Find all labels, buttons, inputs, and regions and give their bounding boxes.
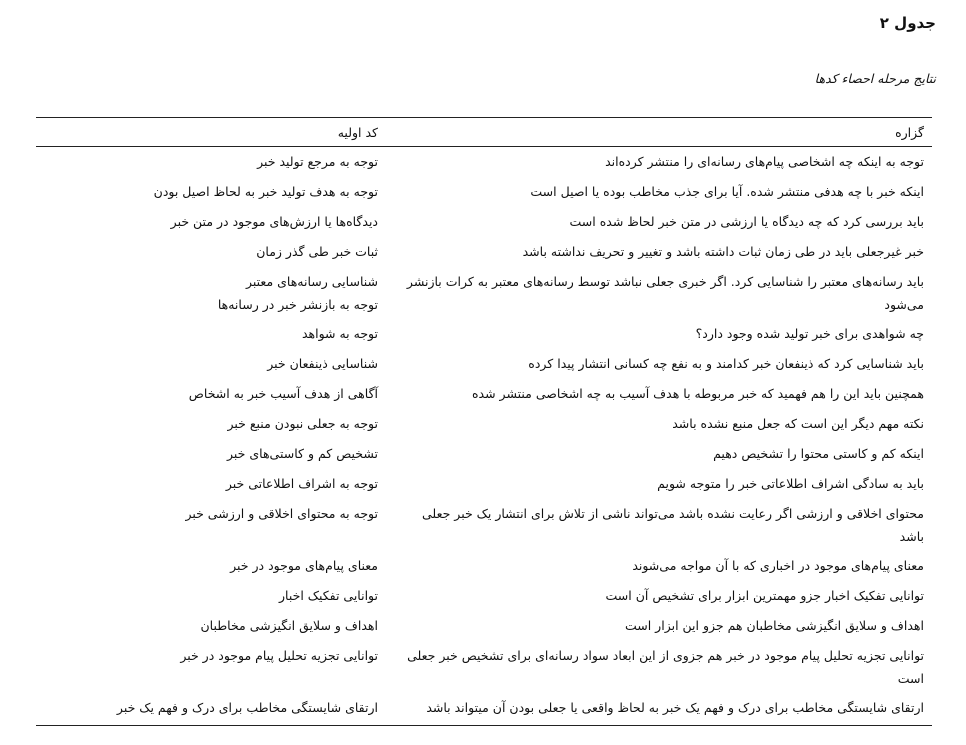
- statement-cell: توانایی تجزیه تحلیل پیام موجود در خبر هم جزوی از این ابعاد سواد رسانه‌ای برای تشخیص خبر جعلی است: [407, 648, 924, 686]
- code-cell: ارتقای شایستگی مخاطب برای درک و فهم یک خبر: [36, 690, 386, 726]
- table-row: [36, 436, 932, 466]
- statement-cell: نکته مهم دیگر این است که جعل منبع نشده باشد: [672, 416, 924, 431]
- code-cell: دیدگاه‌ها یا ارزش‌های موجود در متن خبر: [170, 214, 378, 229]
- code-cell: آگاهی از هدف آسیب خبر به اشخاص: [188, 386, 378, 401]
- statement-cell: باید شناسایی کرد که ذینفعان خبر کدامند و به نفع چه کسانی انتشار پیدا کرده: [528, 356, 924, 371]
- statement-cell: باید بررسی کرد که چه دیدگاه یا ارزشی در متن خبر لحاظ شده است: [569, 214, 924, 229]
- code-cell: معنای پیام‌های موجود در خبر: [230, 558, 378, 573]
- table-caption: نتایج مرحله احصاء کدها: [814, 71, 936, 86]
- code-cell: تشخیص کم و کاستی‌های خبر: [227, 446, 378, 461]
- statement-cell: توانایی تفکیک اخبار جزو مهمترین ابزار برای تشخیص آن است: [605, 588, 924, 603]
- initial-code-column-header: کد اولیه: [36, 118, 386, 147]
- table-heading: جدول ۲: [879, 14, 936, 32]
- code-cell: توجه به مرجع تولید خبر: [257, 154, 378, 169]
- table-row: [36, 466, 932, 496]
- statement-cell: محتوای اخلاقی و ارزشی اگر رعایت نشده باشد می‌تواند ناشی از تلاش برای انتشار یک خبر جعلی باشد: [422, 506, 924, 544]
- table-header-row: [36, 118, 932, 147]
- code-cell: اهداف و سلایق انگیزشی مخاطبان: [200, 618, 378, 633]
- table-row: [36, 316, 932, 346]
- code-line: توجه به بازنشر خبر در رسانه‌ها: [217, 297, 378, 312]
- code-cell: توجه به اشراف اطلاعاتی خبر: [225, 476, 378, 491]
- code-cell: توانایی تفکیک اخبار: [278, 588, 378, 603]
- table-row: [36, 496, 932, 548]
- table-row: [36, 548, 932, 578]
- code-line: شناسایی رسانه‌های معتبر: [245, 274, 378, 289]
- statement-cell: خبر غیرجعلی باید در طی زمان ثبات داشته باشد و تغییر و تحریف نداشته باشد: [522, 244, 924, 259]
- table-row: [36, 406, 932, 436]
- statement-cell: اینکه خبر با چه هدفی منتشر شده. آیا برای جذب مخاطب بوده یا اصیل است: [530, 184, 924, 199]
- table-row: [36, 690, 932, 726]
- statement-cell: همچنین باید این را هم فهمید که خبر مربوطه با هدف آسیب به چه اشخاصی منتشر شده: [472, 386, 924, 401]
- table-row: [36, 638, 932, 690]
- statement-cell: چه شواهدی برای خبر تولید شده وجود دارد؟: [695, 326, 924, 341]
- statement-cell: معنای پیام‌های موجود در اخباری که با آن مواجه می‌شوند: [632, 558, 924, 573]
- table-row: [36, 264, 932, 316]
- statement-cell: باید رسانه‌های معتبر را شناسایی کرد. اگر خبری جعلی نباشد توسط رسانه‌های معتبر به کرات بازنشر می‌شود: [406, 274, 924, 312]
- code-cell: توجه به جعلی نبودن منبع خبر: [227, 416, 378, 431]
- code-cell: توجه به هدف تولید خبر به لحاظ اصیل بودن: [153, 184, 378, 199]
- code-cell: توانایی تجزیه تحلیل پیام موجود در خبر: [180, 648, 378, 663]
- table-row: [36, 608, 932, 638]
- codes-table: [36, 117, 932, 726]
- table-row: [36, 147, 932, 175]
- code-cell: توجه به شواهد: [301, 326, 378, 341]
- table-row: [36, 174, 932, 204]
- statement-cell: توجه به اینکه چه اشخاصی پیام‌های رسانه‌ای را منتشر کرده‌اند: [605, 154, 924, 169]
- statement-cell: اینکه کم و کاستی محتوا را تشخیص دهیم: [713, 446, 924, 461]
- statement-cell: اهداف و سلایق انگیزشی مخاطبان هم جزو این ابزار است: [624, 618, 924, 633]
- table-row: [36, 376, 932, 406]
- statement-column-header: گزاره: [386, 118, 932, 147]
- code-cell: ثبات خبر طی گذر زمان: [256, 244, 378, 259]
- statement-cell: باید به سادگی اشراف اطلاعاتی خبر را متوجه شویم: [657, 476, 924, 491]
- table-row: [36, 578, 932, 608]
- statement-cell: ارتقای شایستگی مخاطب برای درک و فهم یک خبر به لحاظ واقعی یا جعلی بودن آن میتواند باشد: [386, 690, 932, 726]
- code-cell: [36, 264, 386, 316]
- table-row: [36, 234, 932, 264]
- table-row: [36, 204, 932, 234]
- code-cell: توجه به محتوای اخلاقی و ارزشی خبر: [185, 506, 378, 521]
- code-cell: شناسایی ذینفعان خبر: [267, 356, 378, 371]
- table-row: [36, 346, 932, 376]
